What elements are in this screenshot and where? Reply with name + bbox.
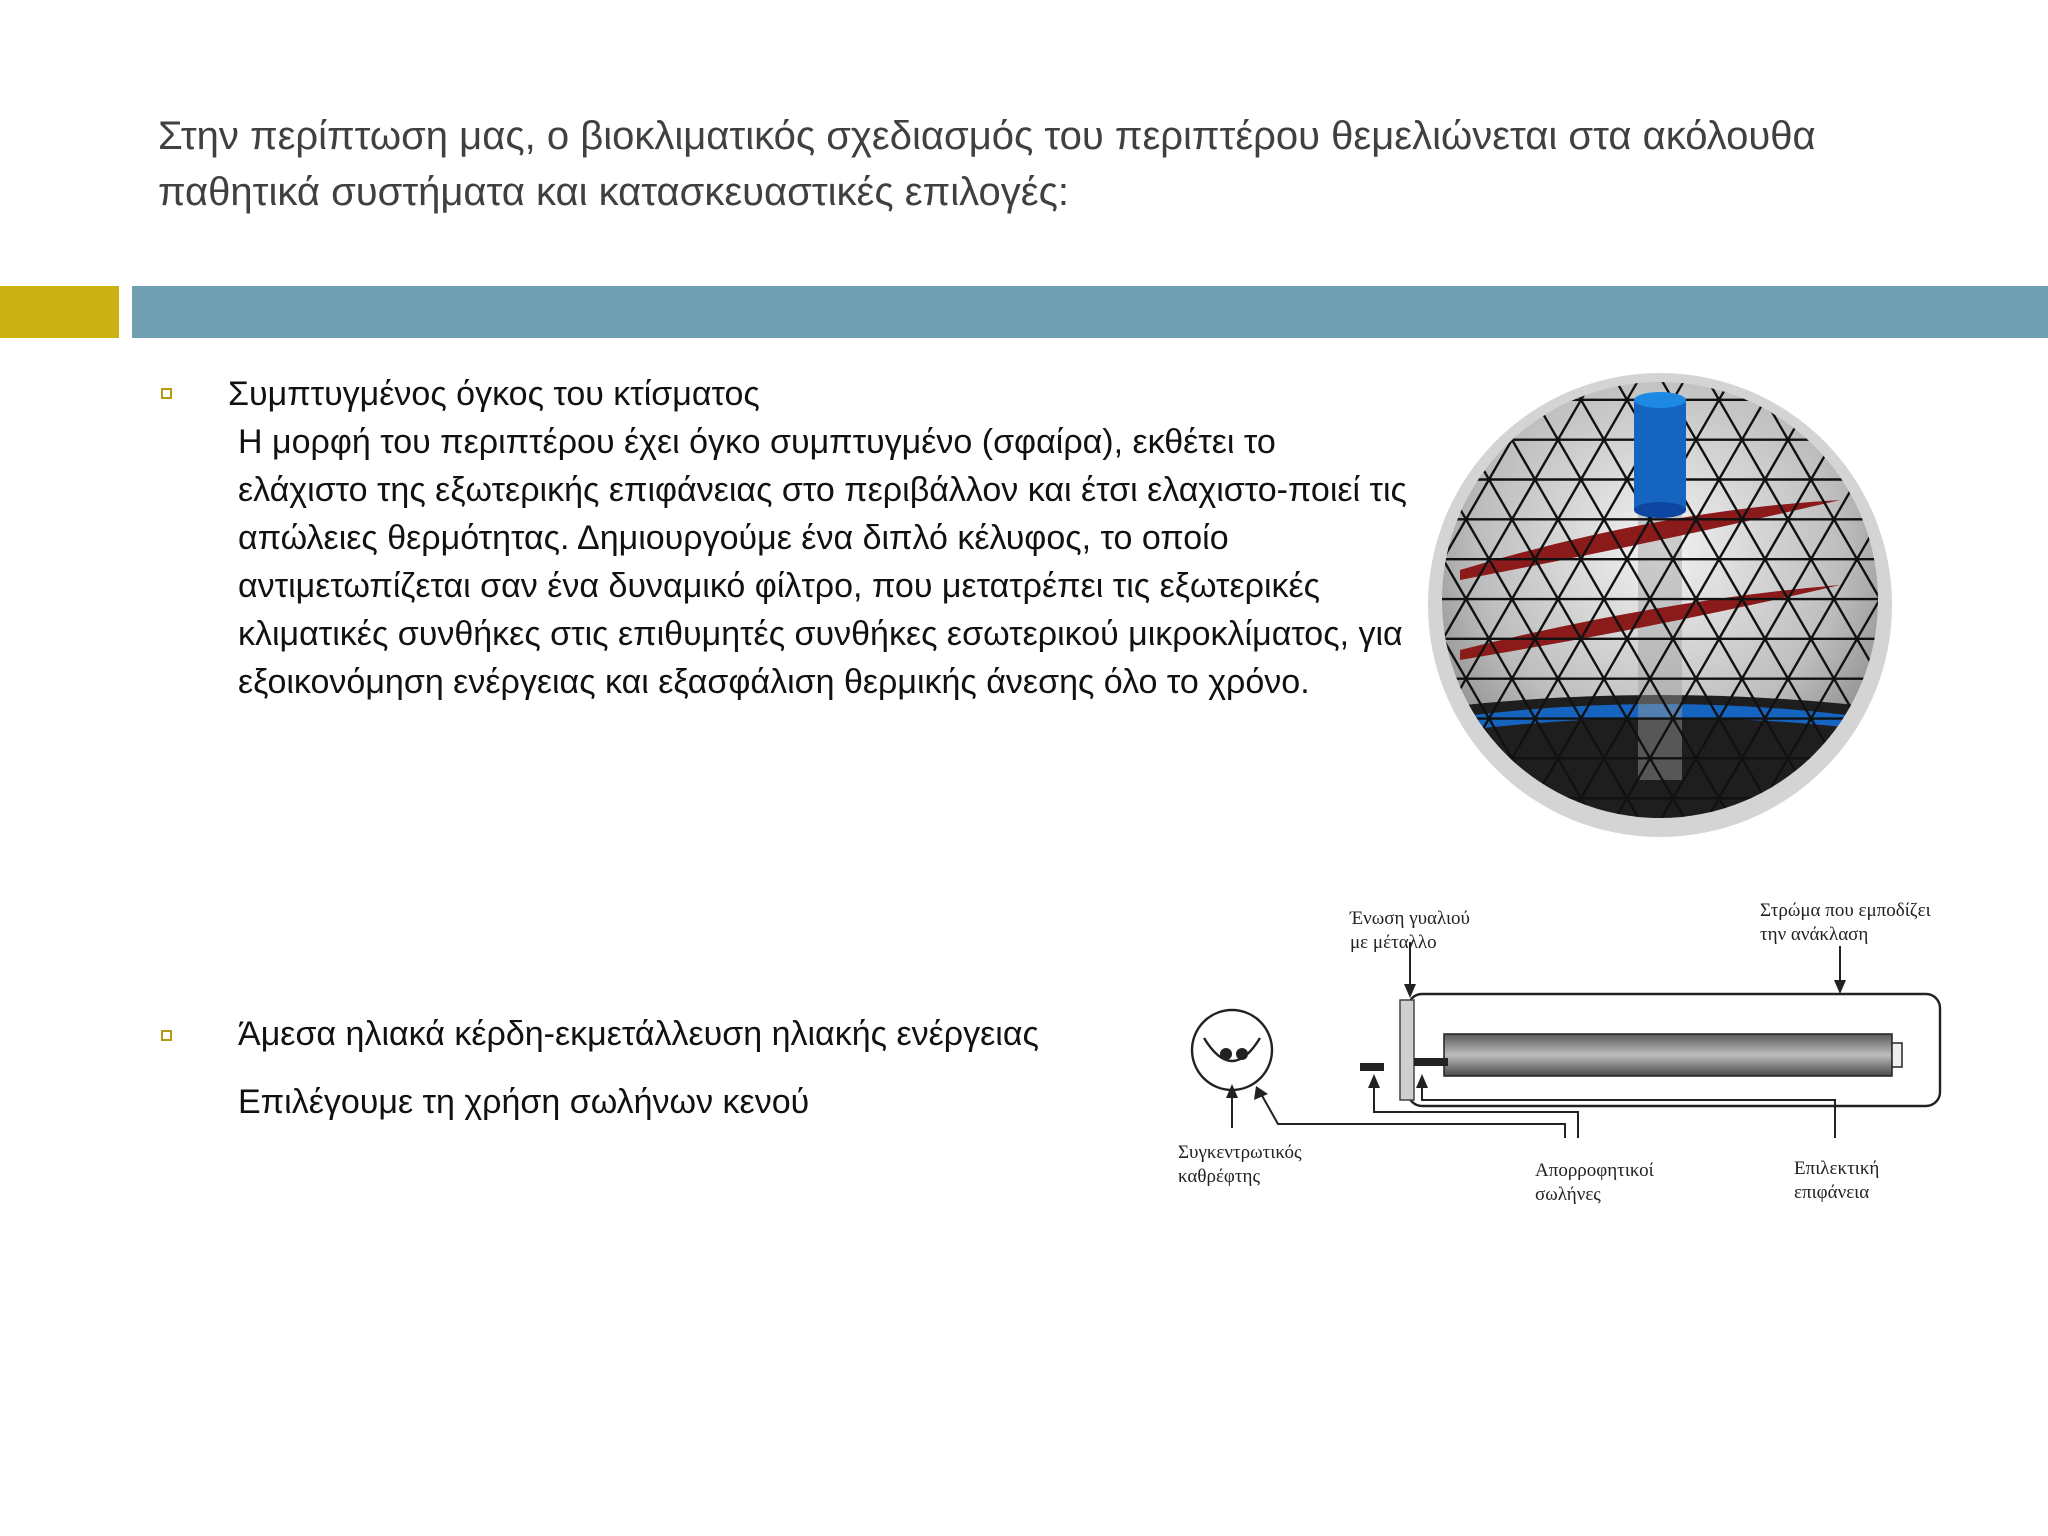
label-glass-metal: Ένωση γυαλιού	[1350, 908, 1470, 929]
concentrator-mirror-shape	[1192, 1010, 1272, 1090]
label-concentrator-mirror: καθρέφτης	[1178, 1166, 1260, 1187]
label-concentrator-mirror: Συγκεντρωτικός	[1178, 1142, 1302, 1163]
slide-title: Στην περίπτωση μας, ο βιοκλιματικός σχεδιασμός του περιπτέρου θεμελιώνεται στα ακόλουθα παθητικά συστήματα και κατασκευαστικές επιλογές:	[158, 114, 1816, 214]
bullet-square-icon	[161, 1030, 172, 1041]
label-selective-surface: Επιλεκτική	[1794, 1158, 1880, 1179]
item2-heading: Άμεσα ηλιακά κέρδη-εκμετάλλευση ηλιακής ενέργειας	[238, 1015, 1039, 1053]
item2-text: Επιλέγουμε τη χρήση σωλήνων κενού	[238, 1083, 810, 1121]
item1-heading: Συμπτυγμένος όγκος του κτίσματος	[228, 375, 760, 413]
accent-bar-gold	[0, 286, 119, 338]
item1-text: Η μορφή του περιπτέρου έχει όγκο συμπτυγμένο (σφαίρα), εκθέτει το ελάχιστο της εξωτερικής επιφάνειας στο περιβάλλον και έτσι ελαχιστο-ποιεί τις απώλειες θερμότητας. Δημιουργούμε ένα διπλό κέλυφος, το οποίο αντιμετωπίζεται σαν ένα δυναμικό φίλτρο, που μετατρέπει τις εξωτερικές κλιματικές συνθήκες στις επιθυμητές συνθήκες εσωτερικού μικροκλίματος, για εξοικονόμηση ενέργειας και εξασφάλιση θερμικής άνεσης όλο το χρόνο.	[238, 423, 1407, 701]
vacuum-tube-diagram	[1170, 888, 1960, 1228]
label-antireflection-layer: Στρώμα που εμποδίζει	[1760, 900, 1931, 921]
bullet-square-icon	[161, 388, 172, 399]
label-absorber-tubes: Απορροφητικοί	[1535, 1160, 1654, 1181]
label-absorber-tubes: σωλήνες	[1535, 1184, 1601, 1205]
label-selective-surface: επιφάνεια	[1794, 1182, 1870, 1203]
label-antireflection-layer: την ανάκλαση	[1760, 924, 1869, 945]
accent-bar-teal	[132, 286, 2048, 338]
label-glass-metal: με μέταλλο	[1350, 932, 1437, 953]
absorber-tube-shape	[1444, 1034, 1892, 1076]
geodesic-sphere-image	[1420, 360, 1900, 840]
